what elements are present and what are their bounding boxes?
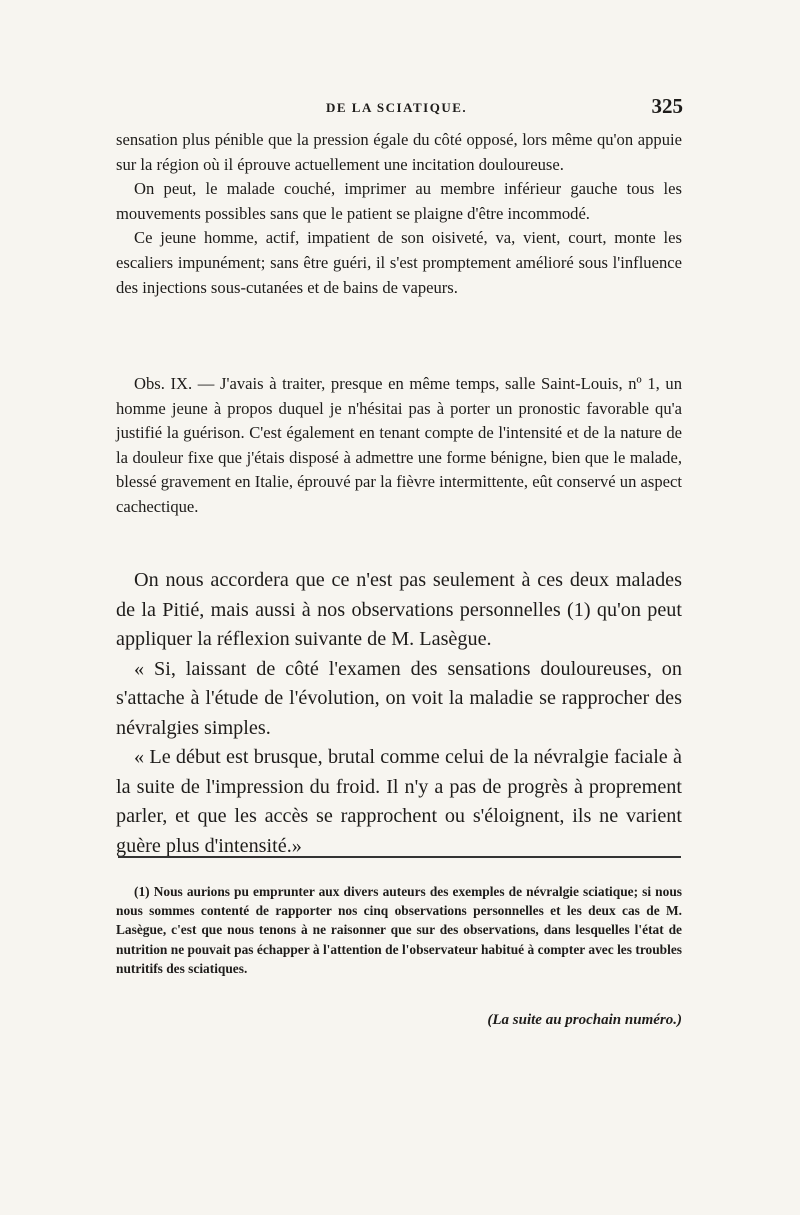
- paragraph: On peut, le malade couché, imprimer au membre inférieur gauche tous les mouvements possibles sans que le patient se plaigne d'être incommodé.: [116, 179, 682, 223]
- running-head: [116, 94, 683, 124]
- paragraph: On nous accordera que ce n'est pas seulement à ces deux malades de la Pitié, mais aussi à nos observations personnelles (1) qu'on peut appliquer la réflexion suivante de M. Lasègue.: [116, 569, 682, 650]
- page-number: 325: [651, 94, 683, 118]
- paragraph: « Si, laissant de côté l'examen des sensations douloureuses, on s'attache à l'étude de l'évolution, on voit la maladie se rapprocher des névralgies simples.: [116, 657, 682, 739]
- main-text: [116, 566, 682, 861]
- footnote-text: (1) Nous aurions pu emprunter aux divers auteurs des exemples de névralgie sciatique; si nous nous sommes contenté de rapporter nos cinq observations personnelles et les deux cas de M. Lasègue, c'est que nous tenons à ne raisonner que sur des observations, dans lesquelles l'état de nutrition ne pouvait pas échapper à l'attention de l'observateur habitué à compter avec les troubles nutritifs des sciatiques.: [116, 884, 682, 976]
- continuation-note: (La suite au prochain numéro.): [487, 1012, 682, 1028]
- observation-continuation: [116, 128, 682, 300]
- footnote: [116, 882, 682, 978]
- running-title: DE LA SCIATIQUE.: [326, 100, 468, 115]
- paragraph: sensation plus pénible que la pression égale du côté opposé, lors même qu'on appuie sur la région où il éprouve actuellement une incitation douloureuse.: [116, 130, 682, 174]
- footnote-divider: [118, 856, 681, 858]
- observation-ix: [116, 372, 682, 520]
- paragraph: « Le début est brusque, brutal comme celui de la névralgie faciale à la suite de l'impression du froid. Il n'y a pas de progrès à proprement parler, et que les accès se rapprochent ou s'éloignent, ils ne varient guère plus d'intensité.»: [116, 746, 682, 857]
- paragraph: Ce jeune homme, actif, impatient de son oisiveté, va, vient, court, monte les escaliers impunément; sans être guéri, il s'est promptement amélioré sous l'influence des injections sous-cutanées et de bains de vapeurs.: [116, 228, 682, 297]
- paragraph: Obs. IX. — J'avais à traiter, presque en même temps, salle Saint-Louis, nº 1, un homme jeune à propos duquel je n'hésitai pas à porter un pronostic favorable qu'a justifié la guérison. C'est également en tenant compte de l'intensité et de la nature de la douleur fixe que j'étais disposé à admettre une forme bénigne, bien que le malade, blessé gravement en Italie, éprouvé par la fièvre intermittente, eût conservé un aspect cachectique.: [116, 374, 682, 516]
